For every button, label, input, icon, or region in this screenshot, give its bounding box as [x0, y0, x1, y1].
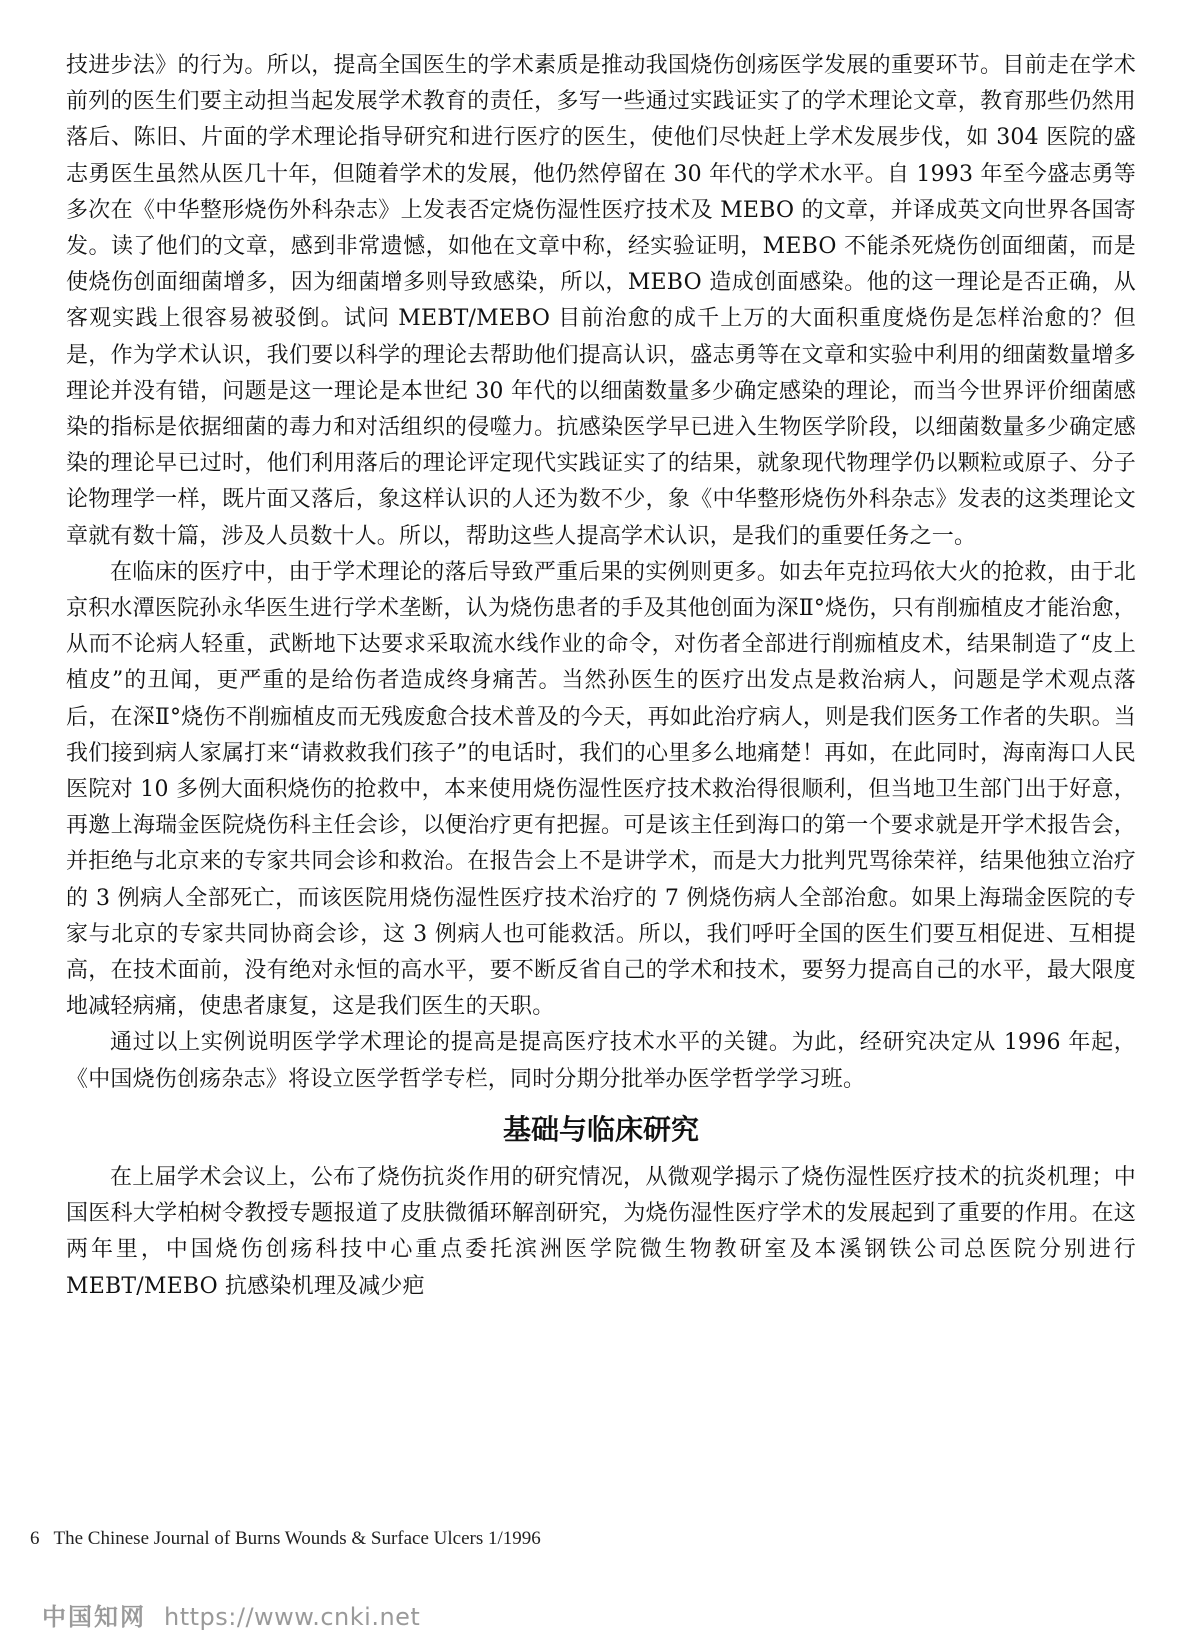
watermark-url: https://www.cnki.net — [164, 1603, 421, 1631]
body-paragraph: 技进步法》的行为。所以，提高全国医生的学术素质是推动我国烧伤创疡医学发展的重要环节。目前走在学术前列的医生们要主动担当起发展学术教育的责任，多写一些通过实践证实了的学术理论文章，教育那些仍然用落后、陈旧、片面的学术理论指导研究和进行医疗的医生，使他们尽快赶上学术发展步伐，如 304 医院的盛志勇医生虽然从医几十年，但随着学术的发展，他仍然停留在 30 年代的学术水平。自 1993 年至今盛志勇等多次在《中华整形烧伤外科杂志》上发表否定烧伤湿性医疗技术及 MEBO 的文章，并译成英文向世界各国寄发。读了他们的文章，感到非常遗憾，如他在文章中称，经实验证明，MEBO 不能杀死烧伤创面细菌，而是使烧伤创面细菌增多，因为细菌增多则导致感染，所以，MEBO 造成创面感染。他的这一理论是否正确，从客观实践上很容易被驳倒。试问 MEBT/MEBO 目前治愈的成千上万的大面积重度烧伤是怎样治愈的？但是，作为学术认识，我们要以科学的理论去帮助他们提高认识，盛志勇等在文章和实验中利用的细菌数量增多理论并没有错，问题是这一理论是本世纪 30 年代的以细菌数量多少确定感染的理论，而当今世界评价细菌感染的指标是依据细菌的毒力和对活组织的侵噬力。抗感染医学早已进入生物医学阶段，以细菌数量多少确定感染的理论早已过时，他们利用落后的理论评定现代实践证实了的结果，就象现代物理学仍以颗粒或原子、分子论物理学一样，既片面又落后，象这样认识的人还为数不少，象《中华整形烧伤外科杂志》发表的这类理论文章就有数十篇，涉及人员数十人。所以，帮助这些人提高学术认识，是我们的重要任务之一。 — [66, 53, 1136, 549]
watermark-brand: 中国知网 — [42, 1603, 146, 1631]
body-paragraph: 通过以上实例说明医学学术理论的提高是提高医疗技术水平的关键。为此，经研究决定从 1996 年起，《中国烧伤创疡杂志》将设立医学哲学专栏，同时分期分批举办医学哲学学习班。 — [66, 1030, 1136, 1092]
article-body — [66, 48, 1136, 1305]
body-paragraph: 在上届学术会议上，公布了烧伤抗炎作用的研究情况，从微观学揭示了烧伤湿性医疗技术的抗炎机理；中国医科大学柏树令教授专题报道了皮肤微循环解剖研究，为烧伤湿性医疗学术的发展起到了重要的作用。在这两年里，中国烧伤创疡科技中心重点委托滨洲医学院微生物教研室及本溪钢铁公司总医院分别进行 MEBT/MEBO 抗感染机理及减少疤 — [66, 1164, 1136, 1299]
page-number: 6 — [30, 1528, 40, 1549]
cnki-watermark — [42, 1597, 420, 1632]
page-footer — [30, 1528, 541, 1550]
section-heading: 基础与临床研究 — [502, 1112, 699, 1146]
journal-citation: The Chinese Journal of Burns Wounds & Surface Ulcers 1/1996 — [53, 1528, 541, 1549]
body-paragraph: 在临床的医疗中，由于学术理论的落后导致严重后果的实例则更多。如去年克拉玛依大火的抢救，由于北京积水潭医院孙永华医生进行学术垄断，认为烧伤患者的手及其他创面为深Ⅱ°烧伤，只有削痂植皮才能治愈，从而不论病人轻重，武断地下达要求采取流水线作业的命令，对伤者全部进行削痂植皮术，结果制造了“皮上植皮”的丑闻，更严重的是给伤者造成终身痛苦。当然孙医生的医疗出发点是救治病人，问题是学术观点落后，在深Ⅱ°烧伤不削痂植皮而无残废愈合技术普及的今天，再如此治疗病人，则是我们医务工作者的失职。当我们接到病人家属打来“请救救我们孩子”的电话时，我们的心里多么地痛楚！再如，在此同时，海南海口人民医院对 10 多例大面积烧伤的抢救中，本来使用烧伤湿性医疗技术救治得很顺利，但当地卫生部门出于好意，再邀上海瑞金医院烧伤科主任会诊，以便治疗更有把握。可是该主任到海口的第一个要求就是开学术报告会，并拒绝与北京来的专家共同会诊和救治。在报告会上不是讲学术，而是大力批判咒骂徐荣祥，结果他独立治疗的 3 例病人全部死亡，而该医院用烧伤湿性医疗技术治疗的 7 例烧伤病人全部治愈。如果上海瑞金医院的专家与北京的专家共同协商会诊，这 3 例病人也可能救活。所以，我们呼吁全国的医生们要互相促进、互相提高，在技术面前，没有绝对永恒的高水平，要不断反省自己的学术和技术，要努力提高自己的水平，最大限度地减轻病痛，使患者康复，这是我们医生的天职。 — [66, 559, 1136, 1020]
